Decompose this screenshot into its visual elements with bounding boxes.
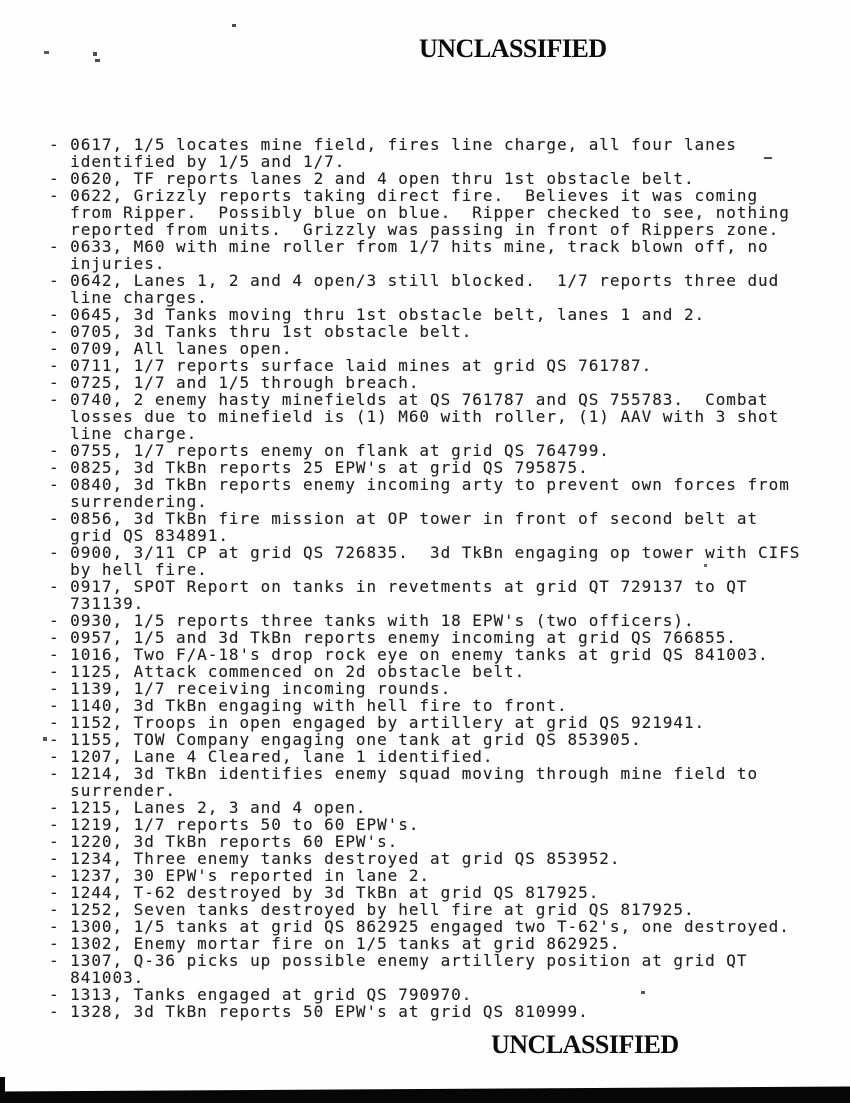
log-entry — [49, 952, 800, 986]
log-line: reported from units. Grizzly was passing in front of Rippers zone. — [49, 220, 780, 239]
log-line: - 1237, 30 EPW's reported in lane 2. — [49, 866, 430, 885]
scan-artifact-bottom-bar — [0, 1085, 850, 1103]
log-line: line charge. — [49, 424, 198, 443]
log-line: - 1328, 3d TkBn reports 50 EPW's at grid QS 810999. — [49, 1002, 589, 1021]
event-log — [49, 136, 800, 1020]
scan-speck — [43, 737, 47, 741]
log-entry — [49, 510, 800, 544]
log-line: - 0711, 1/7 reports surface laid mines at grid QS 761787. — [49, 356, 653, 375]
log-line: - 1152, Troops in open engaged by artillery at grid QS 921941. — [49, 713, 706, 732]
log-line: - 0617, 1/5 locates mine field, fires line charge, all four lanes — [49, 135, 737, 154]
scan-artifact-left-notch — [0, 1077, 5, 1092]
scan-speck — [232, 24, 236, 27]
log-line: from Ripper. Possibly blue on blue. Ripper checked to see, nothing — [49, 203, 790, 222]
log-entry — [49, 578, 800, 612]
log-line: - 0633, M60 with mine roller from 1/7 hits mine, track blown off, no — [49, 237, 769, 256]
log-entry — [49, 238, 800, 272]
log-line: - 1016, Two F/A-18's drop rock eye on enemy tanks at grid QS 841003. — [49, 645, 769, 664]
log-entry — [49, 306, 800, 323]
log-line: - 0930, 1/5 reports three tanks with 18 EPW's (two officers). — [49, 611, 695, 630]
log-entry — [49, 612, 800, 629]
log-line: - 0725, 1/7 and 1/5 through breach. — [49, 373, 420, 392]
log-entry — [49, 714, 800, 731]
log-entry — [49, 170, 800, 187]
log-line: - 0957, 1/5 and 3d TkBn reports enemy incoming at grid QS 766855. — [49, 628, 737, 647]
log-line: - 0917, SPOT Report on tanks in revetments at grid QT 729137 to QT — [49, 577, 748, 596]
log-line: - 1244, T-62 destroyed by 3d TkBn at grid QS 817925. — [49, 883, 600, 902]
log-line: - 1140, 3d TkBn engaging with hell fire to front. — [49, 696, 568, 715]
log-entry — [49, 340, 800, 357]
log-entry — [49, 867, 800, 884]
margin-dash-mark — [764, 157, 772, 159]
log-line: - 0709, All lanes open. — [49, 339, 293, 358]
log-line: - 1207, Lane 4 Cleared, lane 1 identified. — [49, 747, 494, 766]
scan-speck — [93, 52, 97, 56]
log-line: - 1220, 3d TkBn reports 60 EPW's. — [49, 832, 399, 851]
log-line: - 1219, 1/7 reports 50 to 60 EPW's. — [49, 815, 420, 834]
log-entry — [49, 323, 800, 340]
log-line: - 0840, 3d TkBn reports enemy incoming arty to prevent own forces from — [49, 475, 790, 494]
log-line: grid QS 834891. — [49, 526, 229, 545]
log-line: line charges. — [49, 288, 208, 307]
classification-footer: UNCLASSIFIED — [491, 1030, 679, 1059]
log-entry — [49, 799, 800, 816]
scan-speck — [704, 564, 707, 567]
log-entry — [49, 918, 800, 935]
log-line: - 1234, Three enemy tanks destroyed at grid QS 853952. — [49, 849, 621, 868]
log-entry — [49, 816, 800, 833]
classification-header: UNCLASSIFIED — [419, 34, 607, 63]
log-entry — [49, 136, 800, 170]
log-entry — [49, 459, 800, 476]
log-entry — [49, 748, 800, 765]
log-entry — [49, 629, 800, 646]
log-entry — [49, 663, 800, 680]
log-line: - 0856, 3d TkBn fire mission at OP tower in front of second belt at — [49, 509, 759, 528]
log-entry — [49, 731, 800, 748]
log-line: - 1125, Attack commenced on 2d obstacle belt. — [49, 662, 526, 681]
log-entry — [49, 986, 800, 1003]
log-line: surrender. — [49, 781, 176, 800]
log-line: - 0622, Grizzly reports taking direct fire. Believes it was coming — [49, 186, 759, 205]
log-line: - 1313, Tanks engaged at grid QS 790970. — [49, 985, 473, 1004]
log-line: - 0620, TF reports lanes 2 and 4 open thru 1st obstacle belt. — [49, 169, 695, 188]
log-entry — [49, 884, 800, 901]
log-line: 841003. — [49, 968, 145, 987]
log-entry — [49, 374, 800, 391]
log-line: - 1300, 1/5 tanks at grid QS 862925 engaged two T-62's, one destroyed. — [49, 917, 790, 936]
log-line: - 1252, Seven tanks destroyed by hell fire at grid QS 817925. — [49, 900, 695, 919]
log-entry — [49, 901, 800, 918]
log-line: identified by 1/5 and 1/7. — [49, 152, 346, 171]
log-entry — [49, 187, 800, 238]
log-entry — [49, 850, 800, 867]
log-line: - 0645, 3d Tanks moving thru 1st obstacle belt, lanes 1 and 2. — [49, 305, 706, 324]
log-line: - 0705, 3d Tanks thru 1st obstacle belt. — [49, 322, 473, 341]
log-line: - 0642, Lanes 1, 2 and 4 open/3 still blocked. 1/7 reports three dud — [49, 271, 780, 290]
log-line: by hell fire. — [49, 560, 208, 579]
log-line: surrendering. — [49, 492, 208, 511]
log-entry — [49, 1003, 800, 1020]
log-line: - 0900, 3/11 CP at grid QS 726835. 3d TkBn engaging op tower with CIFS — [49, 543, 801, 562]
log-entry — [49, 833, 800, 850]
log-entry — [49, 476, 800, 510]
log-entry — [49, 544, 800, 578]
scan-speck — [95, 59, 100, 62]
log-line: - 1214, 3d TkBn identifies enemy squad moving through mine field to — [49, 764, 759, 783]
log-entry — [49, 680, 800, 697]
log-entry — [49, 765, 800, 799]
scan-speck — [641, 991, 645, 994]
log-line: - 1139, 1/7 receiving incoming rounds. — [49, 679, 452, 698]
log-line: - 0825, 3d TkBn reports 25 EPW's at grid QS 795875. — [49, 458, 589, 477]
log-entry — [49, 442, 800, 459]
log-entry — [49, 272, 800, 306]
log-entry — [49, 357, 800, 374]
log-entry — [49, 697, 800, 714]
scan-speck — [44, 51, 49, 54]
log-line: - 1155, TOW Company engaging one tank at grid QS 853905. — [49, 730, 642, 749]
log-line: - 0740, 2 enemy hasty minefields at QS 761787 and QS 755783. Combat — [49, 390, 769, 409]
log-line: injuries. — [49, 254, 166, 273]
log-entry — [49, 646, 800, 663]
log-line: - 1302, Enemy mortar fire on 1/5 tanks at grid 862925. — [49, 934, 621, 953]
log-line: - 0755, 1/7 reports enemy on flank at grid QS 764799. — [49, 441, 610, 460]
log-line: - 1307, Q-36 picks up possible enemy artillery position at grid QT — [49, 951, 748, 970]
log-entry — [49, 935, 800, 952]
log-line: - 1215, Lanes 2, 3 and 4 open. — [49, 798, 367, 817]
log-line: losses due to minefield is (1) M60 with roller, (1) AAV with 3 shot — [49, 407, 780, 426]
log-line: 731139. — [49, 594, 145, 613]
log-entry — [49, 391, 800, 442]
